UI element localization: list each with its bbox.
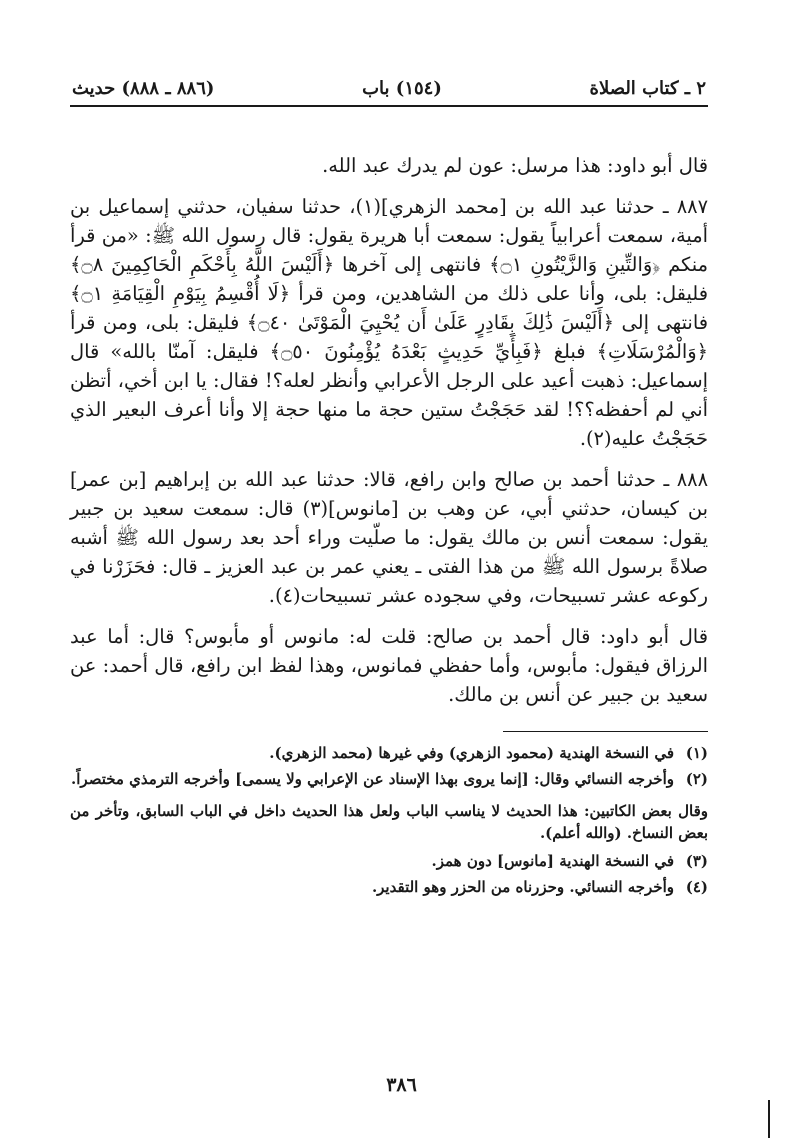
paragraph-hadith-888: ٨٨٨ ـ حدثنا أحمد بن صالح وابن رافع، قالا: حدثنا عبد الله بن إبراهيم [بن عمر] بن كيسان، حدثني أبي، عن وهب بن [مانوس](٣) قال: سمعت سعيد بن جبير يقول: سمعت أنس بن مالك يقول: ما صلّيت وراء أحد بعد رسول الله ﷺ أشبه صلاةً برسول الله ﷺ من هذا الفتى ـ يعني عمر بن عبد العزيز ـ قال: فحَزَرْنا في ركوعه عشر تسبيحات، وفي سجوده عشر تسبيحات(٤). xyxy=(70,468,709,607)
paragraph-hadith-887: ٨٨٧ ـ حدثنا عبد الله بن [محمد الزهري](١)، حدثنا سفيان، حدثني إسماعيل بن أمية، سمعت أعرابياً يقول: سمعت أبا هريرة يقول: قال رسول الله ﷺ: «من قرأ منكم ﴿وَالتِّينِ وَالزَّيْتُونِ ۝١﴾ فانتهى إلى آخرها ﴿أَلَيْسَ اللَّهُ بِأَحْكَمِ الْحَاكِمِينَ ۝٨﴾ فليقل: بلى، وأنا على ذلك من الشاهدين، ومن قرأ ﴿لَا أُقْسِمُ بِيَوْمِ الْقِيَامَةِ ۝١﴾ فانتهى إلى ﴿أَلَيْسَ ذَٰلِكَ بِقَادِرٍ عَلَىٰ أَن يُحْيِيَ الْمَوْتَىٰ ۝٤٠﴾ فليقل: بلى، ومن قرأ ﴿وَالْمُرْسَلَاتِ﴾ فبلغ ﴿فَبِأَيِّ حَدِيثٍ بَعْدَهُ يُؤْمِنُونَ ۝٥٠﴾ فليقل: آمنّا بالله» قال إسماعيل: ذهبت أعيد على الرجل الأعرابي وأنظر لعله؟! فقال: يا ابن أخي، أتظن أني لم أحفظه؟؟! لقد حَجَجْتُ ستين حجة ما منها حجة إلا وأنا أعرف البعير الذي حَجَجْتُ عليه(٢). xyxy=(70,195,709,450)
footnote-2-continuation: وقال بعض الكاتبين: هذا الحديث لا يناسب الباب ولعل هذا الحديث داخل في الباب السابق، وتأخر من بعض النساخ. (والله أعلم). xyxy=(70,802,708,842)
footnote-text: في النسخة الهندية [مانوس] دون همز. xyxy=(431,852,674,870)
page-number: ٣٨٦ xyxy=(386,1074,417,1096)
paragraph-abu-dawud-note-1: قال أبو داود: هذا مرسل: عون لم يدرك عبد الله. xyxy=(322,154,708,177)
footnote-2 xyxy=(70,768,708,790)
paragraph-abu-dawud-note-2: قال أبو داود: قال أحمد بن صالح: قلت له: مانوس أو مأبوس؟ قال: أما عبد الرزاق فيقول: مأبوس، وأما حفظي فمانوس، وهذا لفظ ابن رافع، قال أحمد: عن سعيد بن جبير عن أنس بن مالك. xyxy=(70,625,708,706)
footnotes-section xyxy=(70,742,708,898)
header-chapter: (١٥٤) باب xyxy=(362,78,442,99)
footnote-4 xyxy=(70,876,708,898)
margin-mark xyxy=(768,1100,770,1138)
header-book-title: ٢ ـ كتاب الصلاة xyxy=(589,78,706,99)
footnote-number: (٤) xyxy=(685,878,708,896)
footnote-number: (٢) xyxy=(685,770,708,788)
footnote-divider xyxy=(503,731,708,732)
footnote-text: وأخرجه النسائي وقال: [إنما يروى بهذا الإسناد عن الإعرابي ولا يسمى] وأخرجه الترمذي مختصراً. xyxy=(71,770,674,788)
footnote-number: (٣) xyxy=(685,852,708,870)
running-header xyxy=(70,78,708,107)
footnote-text: في النسخة الهندية (محمود الزهري) وفي غيرها (محمد الزهري). xyxy=(269,744,674,762)
footnote-1 xyxy=(70,742,708,764)
footnote-text: وأخرجه النسائي. وحزرناه من الحزر وهو التقدير. xyxy=(371,878,674,896)
footnote-number: (١) xyxy=(685,744,708,762)
footnote-3 xyxy=(70,850,708,872)
book-page xyxy=(70,78,708,902)
header-hadith-range: (٨٨٦ ـ ٨٨٨) حديث xyxy=(72,78,215,99)
